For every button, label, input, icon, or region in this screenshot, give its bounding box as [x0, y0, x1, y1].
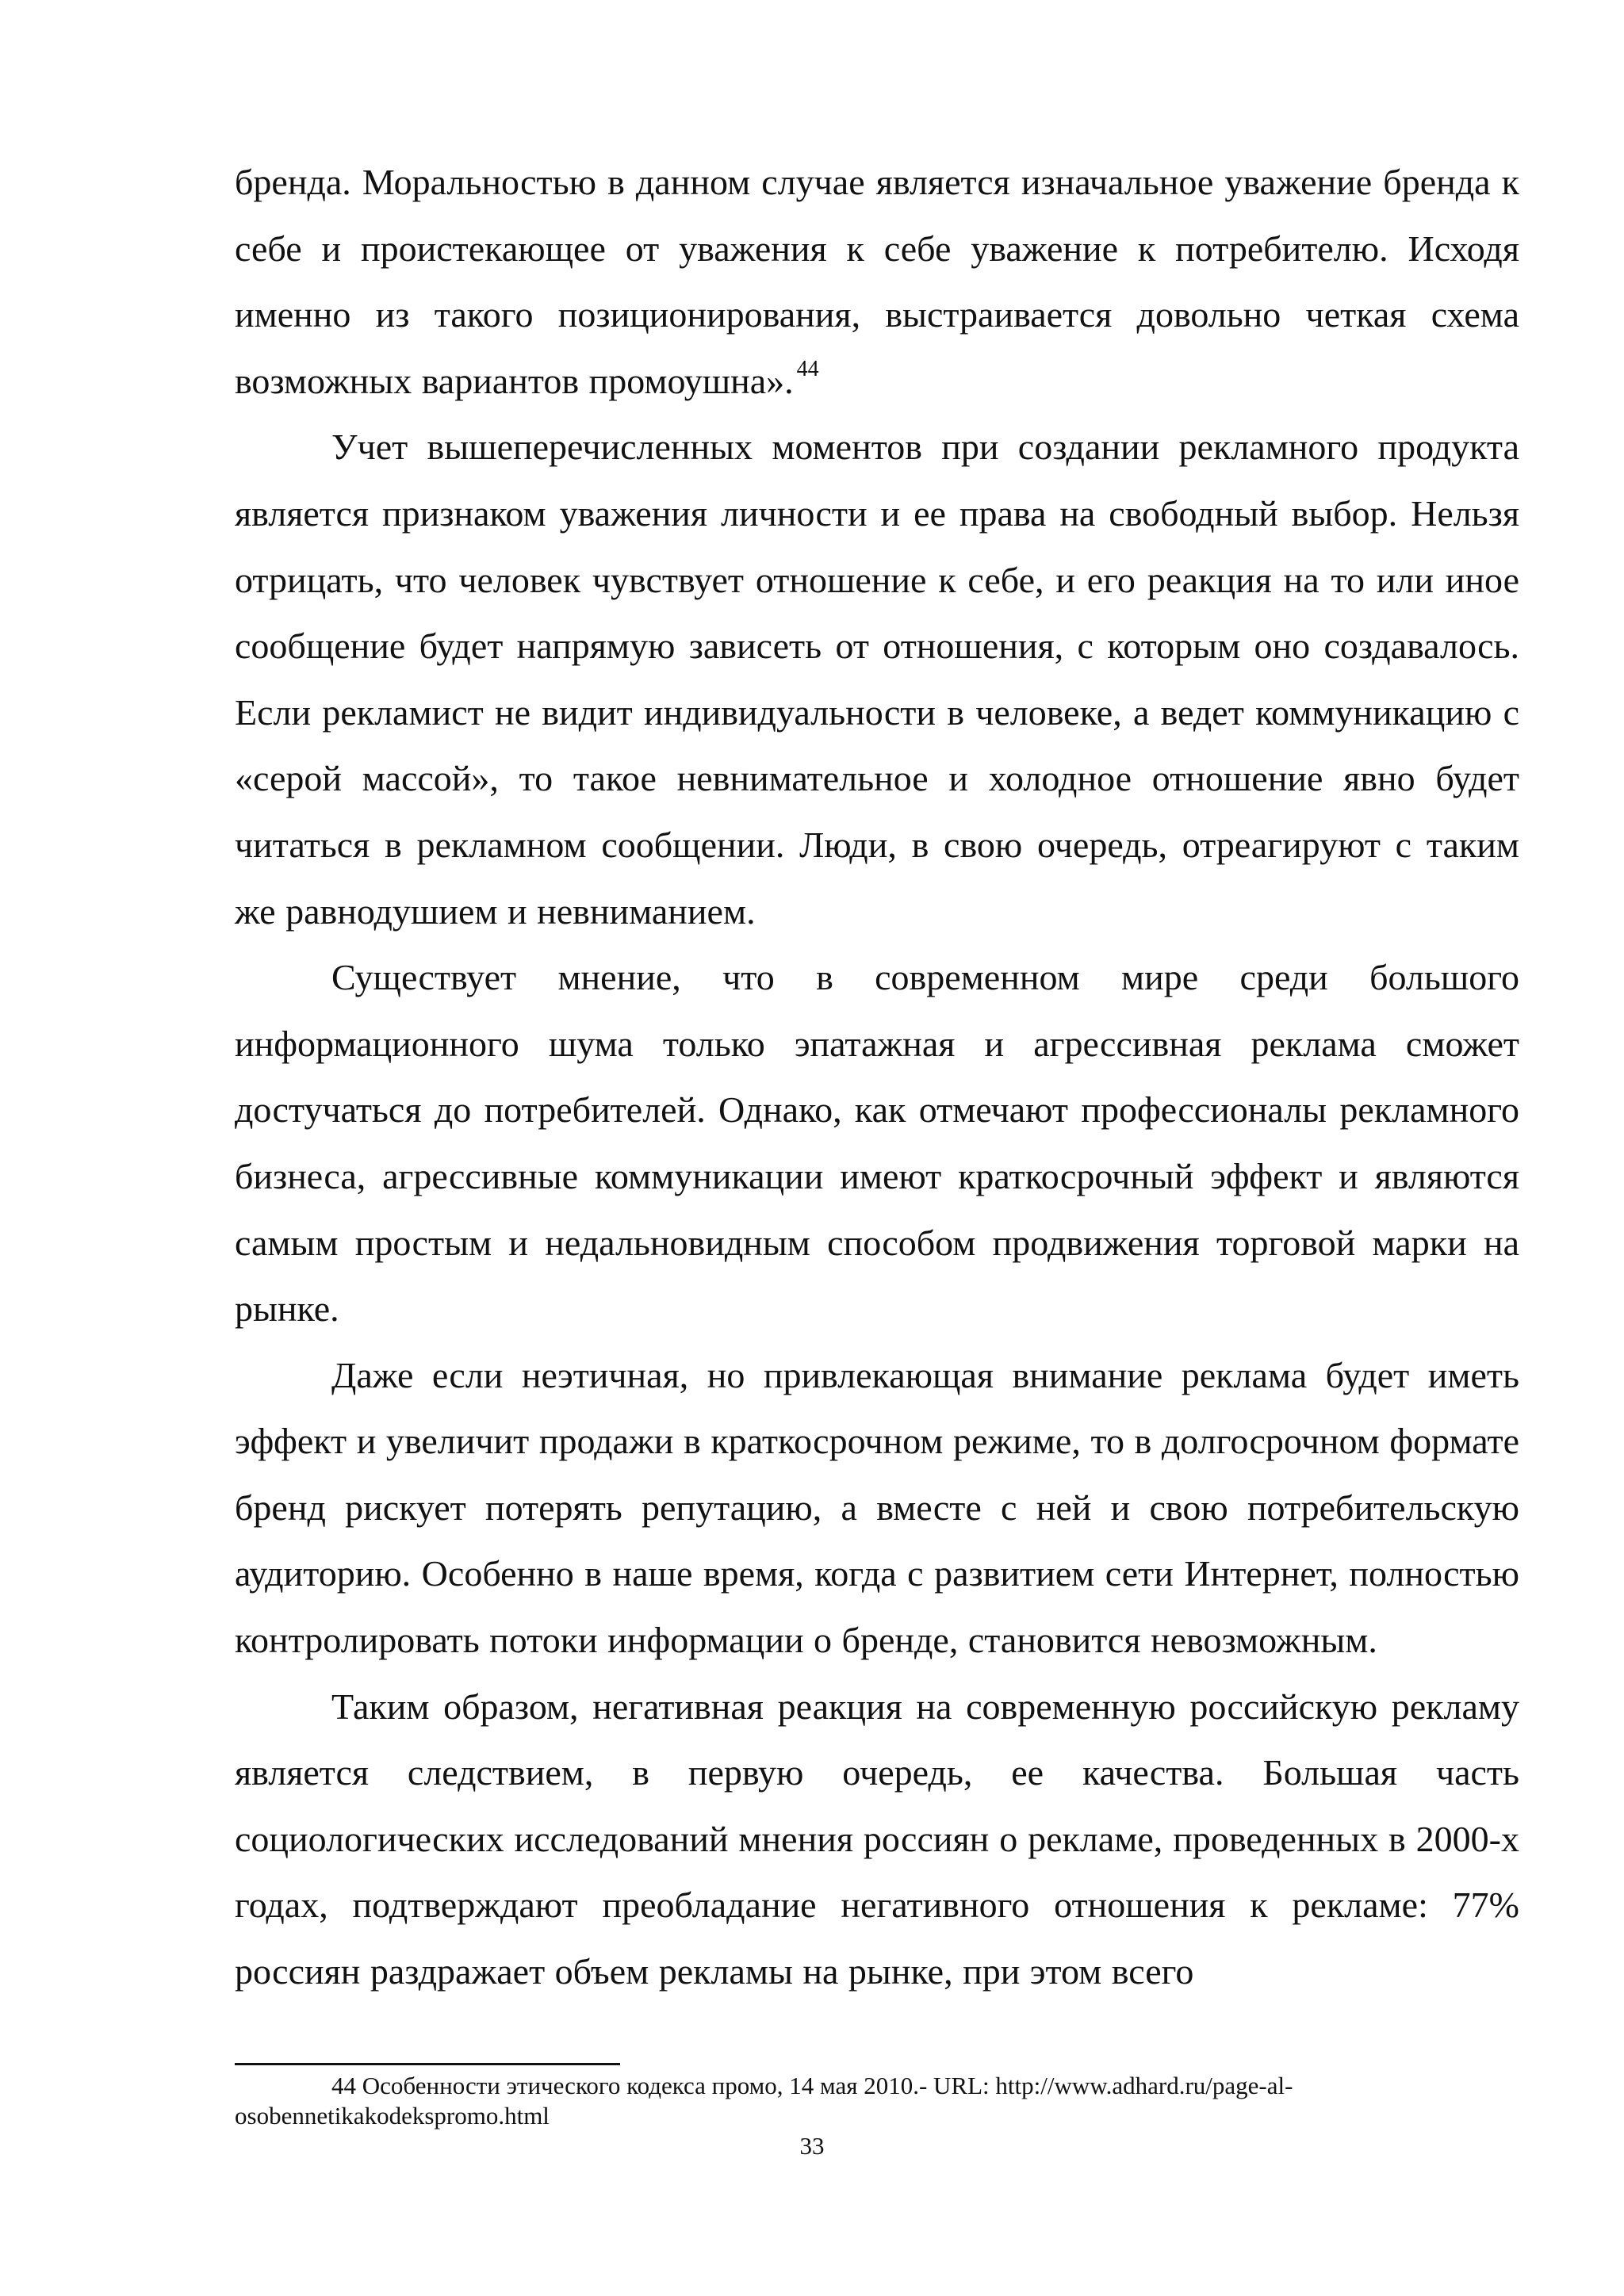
- paragraph-3: [235, 944, 1519, 1342]
- paragraph-2: [235, 414, 1519, 944]
- paragraph-1: [235, 149, 1519, 414]
- paragraph-text: Существует мнение, что в современном мире среди большого информационного шума только эпатажная и агрессивная реклама сможет достучаться до потребителей. Однако, как отмечают профессионалы рекламного бизнеса, агрессивные коммуникации имеют краткосрочный эффект и являются самым простым и недальновидным способом продвижения торговой марки на рынке.: [235, 957, 1519, 1330]
- paragraph-text: Учет вышеперечисленных моментов при создании рекламного продукта является признаком уважения личности и ее права на свободный выбор. Нельзя отрицать, что человек чувствует отношение к себе, и его реакция на то или иное сообщение будет напрямую зависеть от отношения, с которым оно создавалось. Если рекламист не видит индивидуальности в человеке, а ведет коммуникацию с «серой массой», то такое невнимательное и холодное отношение явно будет читаться в рекламном сообщении. Люди, в свою очередь, отреагируют с таким же равнодушием и невниманием.: [235, 427, 1519, 932]
- paragraph-text: бренда. Моральностью в данном случае является изначальное уважение бренда к себе и проистекающее от уважения к себе уважение к потребителю. Исходя именно из такого позиционирования, выстраивается довольно четкая схема возможных вариантов промоушна».: [235, 162, 1519, 401]
- page-number: 33: [799, 2132, 825, 2160]
- paragraph-text: Таким образом, негативная реакция на современную российскую рекламу является следствием, в первую очередь, ее качества. Большая часть социологических исследований мнения россиян о рекламе, проведенных в 2000-х годах, подтверждают преобладание негативного отношения к рекламе: 77% россиян раздражает объем рекламы на рынке, при этом всего: [235, 1686, 1519, 1992]
- footnote: [235, 2071, 1519, 2131]
- paragraph-text: Даже если неэтичная, но привлекающая внимание реклама будет иметь эффект и увеличит продажи в краткосрочном режиме, то в долгосрочном формате бренд рискует потерять репутацию, а вместе с ней и свою потребительскую аудиторию. Особенно в наше время, когда с развитием сети Интернет, полностью контролировать потоки информации о бренде, становится невозможным.: [235, 1354, 1519, 1661]
- footnote-reference: 44: [796, 356, 819, 381]
- body-text: [235, 149, 1519, 2005]
- paragraph-5: [235, 1674, 1519, 2005]
- footnote-text: 44 Особенности этического кодекса промо, 14 мая 2010.- URL: http://www.adhard.ru/page-al-osobennetikakodekspromo.html: [235, 2072, 1293, 2130]
- paragraph-4: [235, 1342, 1519, 1674]
- footnote-separator: [235, 2063, 620, 2065]
